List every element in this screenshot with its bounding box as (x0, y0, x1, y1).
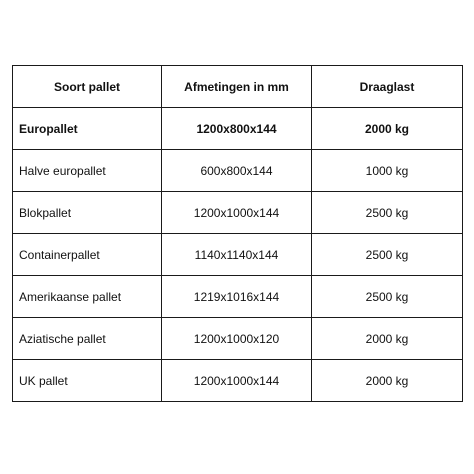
table-row (13, 108, 463, 150)
cell-dimensions: 1200x1000x144 (162, 192, 312, 234)
cell-dimensions: 600x800x144 (162, 150, 312, 192)
cell-dimensions: 1219x1016x144 (162, 276, 312, 318)
table-row (13, 150, 463, 192)
cell-pallet-type: Halve europallet (13, 150, 162, 192)
table-row (13, 360, 463, 402)
cell-load: 2500 kg (312, 276, 463, 318)
cell-dimensions: 1200x800x144 (162, 108, 312, 150)
cell-dimensions: 1200x1000x144 (162, 360, 312, 402)
cell-load: 2000 kg (312, 318, 463, 360)
cell-dimensions: 1200x1000x120 (162, 318, 312, 360)
cell-pallet-type: Amerikaanse pallet (13, 276, 162, 318)
header-dimensions: Afmetingen in mm (162, 66, 312, 108)
cell-dimensions: 1140x1140x144 (162, 234, 312, 276)
header-pallet-type: Soort pallet (13, 66, 162, 108)
header-row (13, 66, 463, 108)
table-header (13, 66, 463, 108)
cell-pallet-type: UK pallet (13, 360, 162, 402)
cell-load: 2000 kg (312, 360, 463, 402)
cell-pallet-type: Containerpallet (13, 234, 162, 276)
pallet-table (12, 65, 463, 402)
cell-load: 1000 kg (312, 150, 463, 192)
header-load-capacity: Draaglast (312, 66, 463, 108)
table-row (13, 192, 463, 234)
table-body (13, 108, 463, 402)
cell-pallet-type: Blokpallet (13, 192, 162, 234)
cell-load: 2000 kg (312, 108, 463, 150)
table-row (13, 276, 463, 318)
table-row (13, 318, 463, 360)
cell-load: 2500 kg (312, 192, 463, 234)
cell-load: 2500 kg (312, 234, 463, 276)
table-row (13, 234, 463, 276)
cell-pallet-type: Aziatische pallet (13, 318, 162, 360)
cell-pallet-type: Europallet (13, 108, 162, 150)
